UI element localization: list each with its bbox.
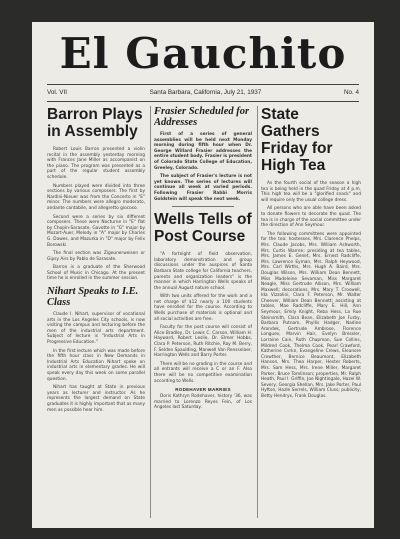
article-paragraph: Numbers played were divided into three sections by various composers. The first by Nardini-Nieuer was from the Concerto in "E" minor. The numbers were allegro moderato, andante cantabile, and allegretto giocoso. xyxy=(47,183,145,211)
marriage-subhead: RODEHAVER MARRIES xyxy=(175,387,231,393)
article-paragraph: The subject of Frasier's lecture is not yet known. The series of lectures will continue all week at varied periods. Following Frasier Rabbi Morris Goldstein will speak the next week. xyxy=(154,174,252,202)
barron-headline: Barron Plays in Assembly xyxy=(47,106,143,140)
dateline xyxy=(47,84,359,102)
issue-number: No. 4 xyxy=(343,89,359,96)
article-paragraph: Faculty for the post course will consist of Alice Bradley, Dr. Lewis C. Carson, William H. Hayward, Robert Leslie, Dr. Elmer Hobbs, Clara P. Peterson, Ruth Ritchie, Ray M. Berry, F. Selden Spaulding, Manwell Van Rensselaer, Harrington Wells and Barry Porter. xyxy=(154,325,252,359)
article-paragraph: Barron is a graduate of the Sherwood School of Music in Chicago. At the present time he is enrolled in the summer session. xyxy=(47,265,145,282)
article-paragraph: In the first lecture which was made before the fifth hour class in New Demands in Industrial Arts Education Nihart spoke on industrial arts in elementary grades. He will speak every day this week on some parallel question. xyxy=(47,348,145,382)
place-date: Santa Barbara, California, July 21, 1937 xyxy=(149,89,262,96)
article-paragraph: Claude I. Nihart, supervisor of vocational arts in the Los Angeles City schools, is now visiting the campus and lecturing before the men of the industrial arts department. Subject of lecture is "Industrial Arts in Progressive Education." xyxy=(47,312,145,346)
article-paragraph: The following committees were appointed for the tea: hostesses, Mrs. Clarence Phelps, Mrs. Claude Jacobs, Mrs. William Ashworth, Mrs. Curtis Warren; presiding at tea tables, Mrs. James E. Genet, Mrs. Ernest Radcliffe, Mrs. Lawrence Eyman, Mrs. Ralph Heywood, Mrs. Carl Wirths, Mrs. Hugh A. Baird, Mrs. Douglas Wilson, Mrs. William Dean Bennett, Miss Madeleine Sevaman, Miss Margaret Neagle, Miss Gertrude Allison, Mrs. William Maxwell; decorations, Mrs. Mary T. Croswell, Ida Vizzolini, Clara F. Peterson, Mr. Walter Cheever, William Dean Bennett; assisting at tables, Mae Radcliffe, Mary E. Hill, Ann Seymour, Emily Knight, Reba Hess, La Rue Steinsmith, Clara Bean, Elizabeth Joe Furby, Barbara Putnam, Phyllis Hadger, Nadine Arondek, Gertrude Ambrose, Florence Longuev, Marvin Hair, Evelyn Bressler, Lorraine Cain, Ruth Chapman, Sue Collins, Mildred Cook, Thelma Cook, Pearl Crawford, Katherine Cvrkn, Evangeline Crews, Eleanore Crowther, Bernice Beaumont, Elizabeth Hanson, Mrs. Thea Harper, Hester Roberts, Mrs. Sam Hess, Mrs. Irene Miller, Margaret Parker, Bruce Tomlinson; properties, Mr. Ralph Heath, Paul I. Griffin, Joe Nightingale, Hazel W. Severy, Georgia Shellan, Mrs. Jake Porter, Paul Hyfton, Hazle Serrels, William Cluss; publicity, Betty Hendryx, Frank Douglas. xyxy=(261,231,361,399)
state-gathers-headline: State Gathers Friday for High Tea xyxy=(261,106,333,174)
wells-headline: Wells Tells of Post Course xyxy=(154,211,252,246)
divider xyxy=(172,206,234,207)
article-paragraph: "A fortnight of field observation, laboratory demonstration and group discussions under the auspices of Santa Barbara State college for California teachers, parents and organization leaders" is the manner in which Harrington Wells speaks of the annual August nature school. xyxy=(154,252,252,291)
article-paragraph: Robert Louis Barron presented a violin recital in the assembly yesterday morning with Frances Jane Miller as accompanist on the piano. The program was presented as a part of the regular student assembly schedule. xyxy=(47,147,145,180)
article-paragraph: Second were a series by six different composers. These were Nocturne in "E" flat by Chopin-Sarasate, Gavotte in "G" major by Mozart-Auer, Melody in "A" major by Charles G. Dawes, and Mazurka in "D" major by Felix Borowski. xyxy=(47,214,145,248)
column-1 xyxy=(47,106,145,522)
article-paragraph: Doris Kathryn Rodehaver, history '36, was married to Lorenzo Reyes Fein, of Los Angeles last Saturday. xyxy=(154,394,252,411)
newspaper-page xyxy=(32,22,374,528)
column-3 xyxy=(261,106,361,522)
article-paragraph: Nihart has taught at State in previous years as lecturer and instructor. As he represents the largest demand on State graduates it is highly important that as many men as possible hear him. xyxy=(47,385,145,413)
frasier-headline: Frasier Scheduled for Addresses xyxy=(154,106,250,128)
column-2 xyxy=(154,106,252,522)
article-paragraph: First of a series of general assemblies will be held next Monday morning during fifth hour when Dr. George Willard Frasier addresses the entire student body. Frasier is president of Colorado State College of Education, Greeley, Colorado. xyxy=(154,132,252,171)
article-paragraph: The final section was Zigeunerweisen or Gipsy Airs by Pablo de Sarasate. xyxy=(47,251,145,262)
article-paragraph: There will be no grading in the course and all entrants will receive a C or an F. Also there will be no competitive examination according to Wells. xyxy=(154,361,252,384)
column-rule xyxy=(150,106,151,518)
article-paragraph: As the fourth social of the season a high tea is being held in the quad Friday at 4 p.m. This high tea will be a "glorified snack" and will require only the usual college dress. xyxy=(261,181,361,203)
article-paragraph: All persons who are able have been asked to donate flowers to decorate the quad. The tea is in charge of the social committee under the direction of Ann Seymour. xyxy=(261,206,361,229)
article-paragraph: With two units offered for the work and a net charge of $12 nearly a 100 students have enrolled for the course. According to Wells purchase of materials is optional and all social activities are free. xyxy=(154,294,252,322)
nihart-headline: Nihart Speaks to I.E. Class xyxy=(47,286,139,309)
volume: Vol. VII xyxy=(47,89,67,96)
masthead: El Gauchito xyxy=(59,29,347,78)
column-rule xyxy=(257,106,258,518)
